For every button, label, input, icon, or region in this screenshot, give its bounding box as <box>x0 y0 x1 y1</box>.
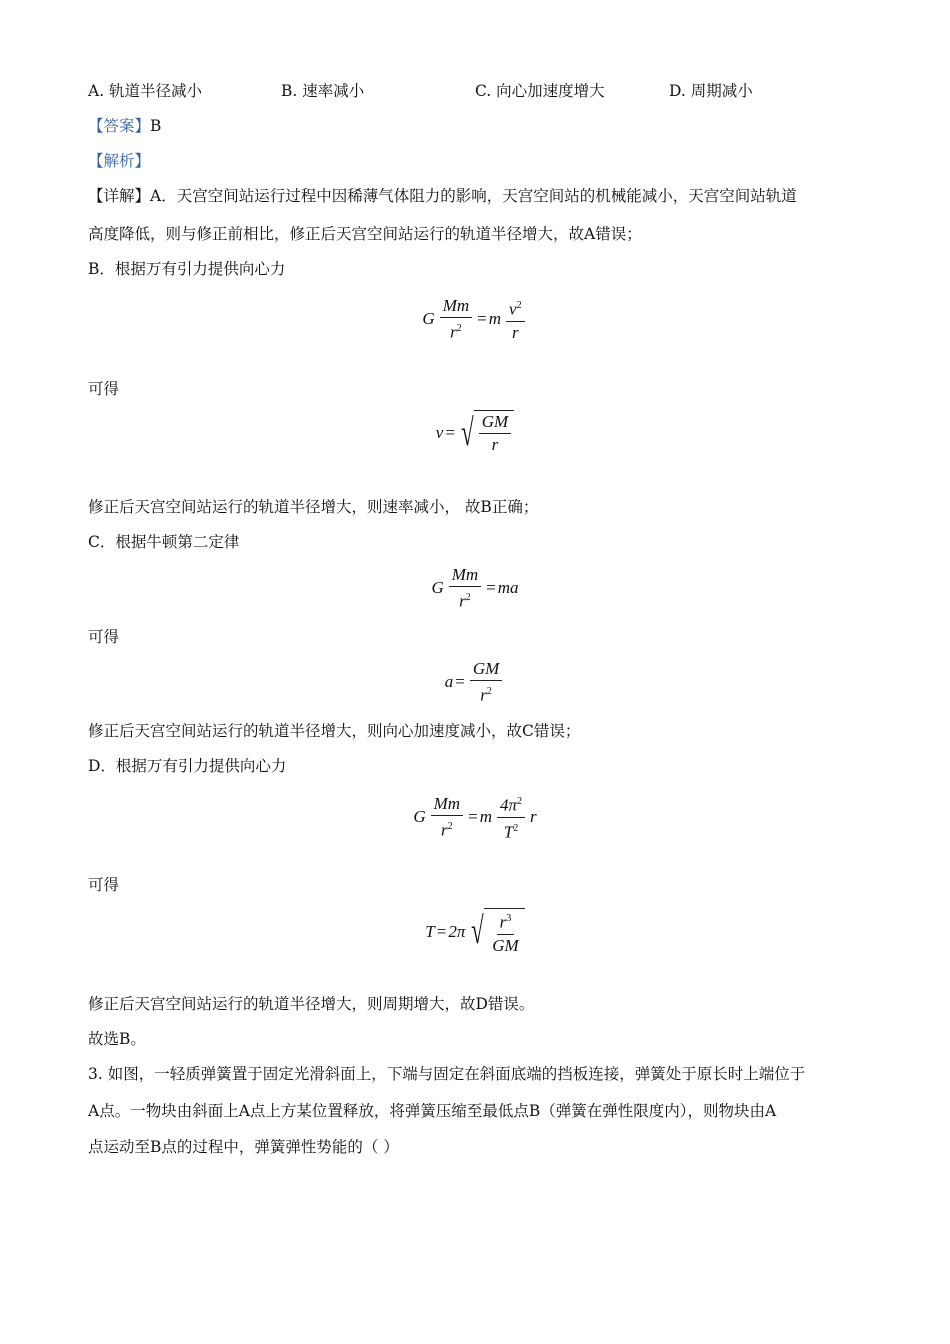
eq5-frac-rhs <box>497 792 525 842</box>
detail-c-intro: C．根据牛顿第二定律 <box>88 533 240 551</box>
detail-tag: 【详解】 <box>88 187 151 205</box>
equation-velocity <box>0 410 950 456</box>
keyi-2: 可得 <box>88 628 120 646</box>
eq4-lhs: a <box>444 672 454 692</box>
eq5-num: Mm <box>431 794 463 816</box>
eq2-frac <box>479 412 511 455</box>
question3-line3: 点运动至B点的过程中，弹簧弹性势能的（ ） <box>88 1138 399 1156</box>
eq2-equals: = <box>445 423 455 442</box>
eq6-den: GM <box>492 935 519 955</box>
eq5-num2: 4π <box>499 795 517 815</box>
equation-gravity-period <box>0 792 950 842</box>
eq6-num-exp: 3 <box>506 913 512 924</box>
eq4-equals: = <box>455 672 465 692</box>
detail-b-intro: B．根据万有引力提供向心力 <box>88 260 286 278</box>
equation-gravity-velocity <box>0 296 950 343</box>
eq5-frac-lhs <box>431 794 463 841</box>
eq2-sqrt: √ $\frac{GM}{r}$ <box>457 410 514 456</box>
eq4-den-exp: 2 <box>486 686 492 697</box>
eq1-m: m <box>488 309 502 329</box>
eq5-equals: = <box>468 807 478 827</box>
eq5-m: m <box>479 807 492 827</box>
eq6-frac <box>489 909 521 956</box>
eq3-den-exp: 2 <box>465 592 471 603</box>
answer-line <box>88 115 161 137</box>
eq5-den-exp: 2 <box>447 820 453 832</box>
eq5-num2-exp: 2 <box>517 796 522 807</box>
keyi-1: 可得 <box>88 380 120 398</box>
eq6-coef: 2π <box>448 921 466 941</box>
eq4-frac <box>470 659 502 706</box>
question3-line2: A点。一物块由斜面上A点上方某位置释放，将弹簧压缩至最低点B（弹簧在弹性限度内），则物块由A <box>88 1102 777 1120</box>
eq2-lhs: v <box>435 423 444 442</box>
detail-b-conclusion: 修正后天宫空间站运行的轨道半径增大，则速率减小， 故B正确； <box>88 498 539 516</box>
equation-period <box>0 908 950 956</box>
eq1-g: G <box>422 309 435 329</box>
detail-c-conclusion: 修正后天宫空间站运行的轨道半径增大，则向心加速度减小，故C错误； <box>88 722 581 740</box>
eq1-num: Mm <box>440 296 472 318</box>
eq4-den: r <box>480 685 487 705</box>
eq3-den: r <box>459 591 466 611</box>
option-d: D. 周期减小 <box>669 82 753 100</box>
eq4-num: GM <box>470 659 502 681</box>
detail-a-line1 <box>88 185 797 207</box>
eq2-den: r <box>491 435 499 454</box>
eq3-frac <box>449 565 481 612</box>
eq6-num: r <box>499 912 507 932</box>
keyi-3: 可得 <box>88 876 120 894</box>
eq1-frac-lhs <box>440 296 472 343</box>
option-c: C. 向心加速度增大 <box>475 82 605 100</box>
eq5-r: r <box>530 807 537 827</box>
eq5-den2: T <box>503 822 514 842</box>
option-a: A. 轨道半径减小 <box>88 82 203 100</box>
eq3-rhs: ma <box>497 578 519 598</box>
detail-d-intro: D．根据万有引力提供向心力 <box>88 757 287 775</box>
eq5-den2-exp: 2 <box>513 822 519 834</box>
analysis-tag: 【解析】 <box>88 152 151 170</box>
eq1-den2: r <box>511 322 519 342</box>
option-b: B. 速率减小 <box>281 82 365 100</box>
detail-a-line2: 高度降低，则与修正前相比，修正后天宫空间站运行的轨道半径增大，故A错误； <box>88 225 642 243</box>
eq5-den: r <box>441 820 448 840</box>
question3-line1: 3. 如图，一轻质弹簧置于固定光滑斜面上，下端与固定在斜面底端的挡板连接，弹簧处于原长时上端位于 <box>88 1065 806 1083</box>
detail-a-text1: A．天宫空间站运行过程中因稀薄气体阻力的影响，天宫空间站的机械能减小，天宫空间站轨道 <box>150 187 797 205</box>
eq3-g: G <box>431 578 444 598</box>
eq1-den-exp: 2 <box>456 323 462 334</box>
detail-d-conclusion: 修正后天宫空间站运行的轨道半径增大，则周期增大，故D错误。 <box>88 995 535 1013</box>
answer-tag: 【答案】 <box>88 117 151 135</box>
eq1-equals: = <box>477 309 487 329</box>
eq3-equals: = <box>486 578 496 598</box>
analysis-line <box>88 150 150 172</box>
eq6-equals: = <box>436 921 447 941</box>
eq1-num2-exp: 2 <box>516 300 522 311</box>
equation-acceleration <box>0 659 950 706</box>
answer-value: B <box>150 117 162 135</box>
eq1-den: r <box>450 322 457 342</box>
eq1-num2: v <box>509 299 517 319</box>
eq3-num: Mm <box>449 565 481 587</box>
eq2-num: GM <box>479 412 511 434</box>
eq6-sqrt: √ $\frac{r^3}{GM}$ <box>467 908 524 956</box>
choose-line: 故选B。 <box>88 1030 146 1048</box>
eq6-lhs: T <box>425 921 435 941</box>
eq1-frac-rhs <box>506 296 525 343</box>
equation-newton-second <box>0 565 950 612</box>
eq5-g: G <box>413 807 426 827</box>
